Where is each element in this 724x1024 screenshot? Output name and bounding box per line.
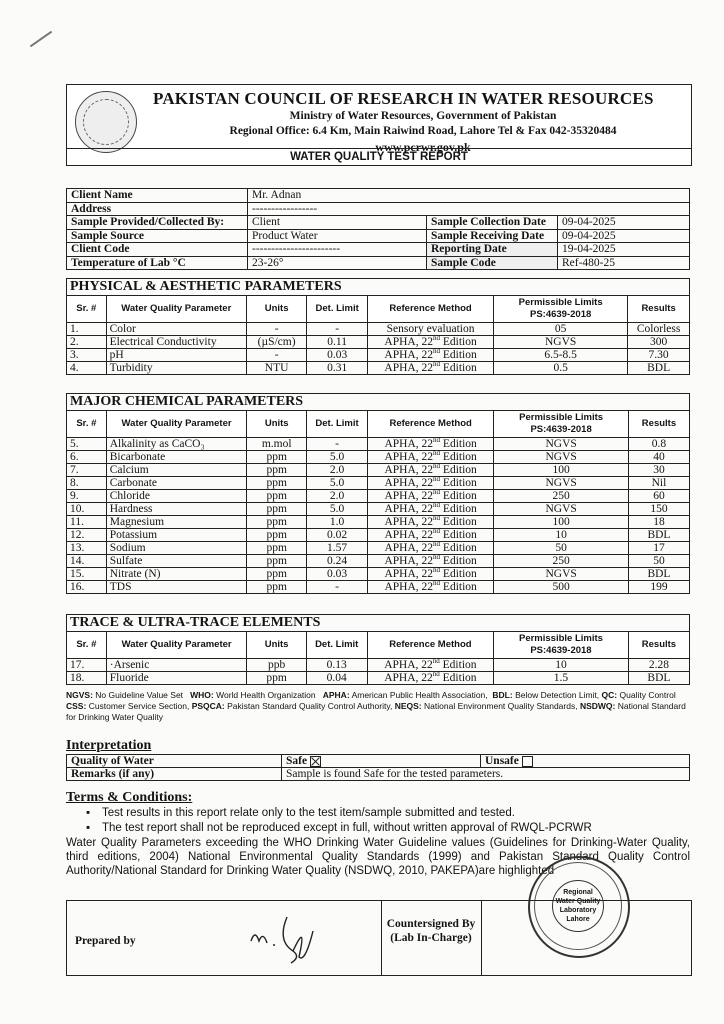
client-row bbox=[67, 229, 690, 243]
cell-perm: 0.5 bbox=[494, 362, 628, 375]
unsafe-cell bbox=[481, 755, 690, 768]
quality-row bbox=[67, 755, 690, 768]
cell-det: 1.0 bbox=[307, 516, 368, 529]
client-code-value: ----------------------- bbox=[248, 243, 427, 257]
cell-perm: 100 bbox=[494, 516, 629, 529]
cell-param: pH bbox=[106, 349, 246, 362]
collection-date-value: 09-04-2025 bbox=[558, 216, 690, 230]
cell-param: Magnesium bbox=[106, 516, 247, 529]
countersigned-role: (Lab In-Charge) bbox=[390, 932, 472, 944]
col-ref-method: Reference Method bbox=[368, 411, 494, 438]
note-value: Pakistan Standard Quality Control Authority, bbox=[227, 701, 393, 711]
cell-param: Alkalinity as CaCO₃ bbox=[106, 438, 247, 451]
cell-param: Color bbox=[106, 323, 246, 336]
pcrwr-logo-icon bbox=[75, 91, 137, 153]
stamp-text: Water Quality bbox=[555, 898, 601, 905]
col-ref-method: Reference Method bbox=[368, 296, 494, 323]
cell-sr: 11. bbox=[67, 516, 107, 529]
cell-det: 5.0 bbox=[307, 503, 368, 516]
cell-perm: NGVS bbox=[494, 503, 629, 516]
col-permissible bbox=[494, 296, 628, 323]
column-header-row bbox=[67, 296, 690, 323]
cell-det: 1.57 bbox=[307, 542, 368, 555]
cell-perm: NGVS bbox=[494, 336, 628, 349]
col-perm-std: PS:4639-2018 bbox=[530, 424, 592, 435]
col-det-limit: Det. Limit bbox=[306, 632, 367, 659]
cell-param: Nitrate (N) bbox=[106, 568, 247, 581]
cell-sr: 15. bbox=[67, 568, 107, 581]
cell-param: Fluoride bbox=[106, 672, 247, 685]
cell-sr: 3. bbox=[67, 349, 107, 362]
signature-divider bbox=[381, 901, 382, 975]
cell-det: 5.0 bbox=[307, 477, 368, 490]
cell-ref: APHA, 22nd Edition bbox=[368, 362, 494, 375]
cell-result: 18 bbox=[628, 516, 689, 529]
table-row bbox=[67, 581, 690, 594]
cell-perm: 100 bbox=[494, 464, 629, 477]
col-param: Water Quality Parameter bbox=[106, 411, 247, 438]
note-key: NSDWQ: bbox=[579, 701, 616, 711]
table-row bbox=[67, 516, 690, 529]
reporting-date-value: 19-04-2025 bbox=[558, 243, 690, 257]
col-perm-std: PS:4639-2018 bbox=[530, 309, 592, 320]
cell-det: 0.11 bbox=[307, 336, 368, 349]
provided-by-label: Sample Provided/Collected By: bbox=[67, 216, 248, 230]
col-param: Water Quality Parameter bbox=[106, 296, 246, 323]
cell-param: Chloride bbox=[106, 490, 247, 503]
client-name-label: Client Name bbox=[67, 189, 248, 203]
receiving-date-value: 09-04-2025 bbox=[558, 229, 690, 243]
cell-units: ppm bbox=[247, 477, 307, 490]
cell-param: TDS bbox=[106, 581, 247, 594]
cell-ref: APHA, 22nd Edition bbox=[368, 349, 494, 362]
cell-units: (µS/cm) bbox=[246, 336, 306, 349]
cell-result: 17 bbox=[628, 542, 689, 555]
cell-result: Nil bbox=[628, 477, 689, 490]
cell-perm: 05 bbox=[494, 323, 628, 336]
cell-ref: APHA, 22nd Edition bbox=[368, 336, 494, 349]
unsafe-checkbox-icon[interactable] bbox=[522, 756, 533, 767]
cell-ref: APHA, 22nd Edition bbox=[368, 568, 494, 581]
col-sr: Sr. # bbox=[67, 632, 107, 659]
cell-det: 0.03 bbox=[307, 349, 368, 362]
note-value: World Health Organization bbox=[216, 690, 316, 700]
temperature-label: Temperature of Lab °C bbox=[67, 256, 248, 270]
cell-param: Turbidity bbox=[106, 362, 246, 375]
sample-code-label: Sample Code bbox=[427, 256, 558, 270]
cell-perm: NGVS bbox=[494, 451, 629, 464]
cell-ref: APHA, 22nd Edition bbox=[368, 451, 494, 464]
cell-det: 0.13 bbox=[306, 659, 367, 672]
cell-det: 0.04 bbox=[306, 672, 367, 685]
cell-units: ppb bbox=[247, 659, 306, 672]
term-text: Test results in this report relate only to the test item/sample submitted and tested. bbox=[102, 807, 515, 819]
table-row bbox=[67, 490, 690, 503]
col-det-limit: Det. Limit bbox=[307, 411, 368, 438]
report-title: WATER QUALITY TEST REPORT bbox=[67, 148, 691, 165]
cell-ref: APHA, 22nd Edition bbox=[368, 516, 494, 529]
table-row bbox=[67, 529, 690, 542]
client-row bbox=[67, 189, 690, 203]
cell-ref: APHA, 22nd Edition bbox=[368, 555, 494, 568]
note-key: NEQS: bbox=[394, 701, 422, 711]
cell-sr: 9. bbox=[67, 490, 107, 503]
sample-source-value: Product Water bbox=[248, 229, 427, 243]
note-key: PSQCA: bbox=[191, 701, 225, 711]
cell-result: Colorless bbox=[628, 323, 690, 336]
cell-result: BDL bbox=[628, 529, 689, 542]
cell-det: 0.02 bbox=[307, 529, 368, 542]
note-value: No Guideline Value Set bbox=[95, 690, 184, 700]
table-row bbox=[67, 555, 690, 568]
remarks-label: Remarks (if any) bbox=[67, 768, 282, 781]
cell-ref: APHA, 22nd Edition bbox=[368, 464, 494, 477]
note-value: Quality Control bbox=[619, 690, 676, 700]
chemical-section-title: MAJOR CHEMICAL PARAMETERS bbox=[67, 394, 690, 411]
cell-result: 2.28 bbox=[628, 659, 689, 672]
cell-param: Bicarbonate bbox=[106, 451, 247, 464]
col-perm-label: Permissible Limits bbox=[519, 412, 604, 423]
org-title: PAKISTAN COUNCIL OF RESEARCH IN WATER RESOURCES bbox=[153, 89, 654, 108]
cell-ref: APHA, 22nd Edition bbox=[368, 503, 494, 516]
cell-det: 2.0 bbox=[307, 464, 368, 477]
col-sr: Sr. # bbox=[67, 296, 107, 323]
cell-result: 150 bbox=[628, 503, 689, 516]
note-value: Customer Service Section, bbox=[88, 701, 190, 711]
col-results: Results bbox=[628, 296, 690, 323]
col-perm-label: Permissible Limits bbox=[518, 633, 603, 644]
countersigned-block bbox=[383, 917, 479, 945]
cell-sr: 7. bbox=[67, 464, 107, 477]
cell-perm: 50 bbox=[494, 542, 629, 555]
note-value: National Environment Quality Standards, bbox=[424, 701, 578, 711]
trace-section-title: TRACE & ULTRA-TRACE ELEMENTS bbox=[67, 615, 690, 632]
cell-units: ppm bbox=[247, 516, 307, 529]
col-det-limit: Det. Limit bbox=[307, 296, 368, 323]
cell-param: Potassium bbox=[106, 529, 247, 542]
col-perm-std: PS:4639-2018 bbox=[530, 645, 592, 656]
client-row bbox=[67, 202, 690, 216]
remarks-row bbox=[67, 768, 690, 781]
cell-units: ppm bbox=[247, 503, 307, 516]
receiving-date-label: Sample Receiving Date bbox=[427, 229, 558, 243]
cell-perm: 250 bbox=[494, 490, 629, 503]
abbreviation-notes bbox=[66, 690, 690, 723]
sample-source-label: Sample Source bbox=[67, 229, 248, 243]
note-key: CSS: bbox=[66, 701, 87, 711]
cell-units: NTU bbox=[246, 362, 306, 375]
term-text: The test report shall not be reproduced except in full, without written approval of RWQL-PCRWR bbox=[102, 822, 592, 834]
col-units: Units bbox=[246, 296, 306, 323]
table-row bbox=[67, 568, 690, 581]
cell-result: 199 bbox=[628, 581, 689, 594]
cell-sr: 8. bbox=[67, 477, 107, 490]
terms-title: Terms & Conditions: bbox=[66, 790, 193, 805]
provided-by-value: Client bbox=[248, 216, 427, 230]
report-header bbox=[66, 84, 692, 166]
signature-box bbox=[66, 900, 692, 976]
trace-elements-table bbox=[66, 614, 690, 685]
cell-ref: APHA, 22nd Edition bbox=[368, 581, 494, 594]
countersigned-label: Countersigned By bbox=[386, 918, 476, 930]
bullet-icon: ▪ bbox=[86, 822, 91, 834]
cell-perm: NGVS bbox=[494, 438, 629, 451]
cell-param: Sodium bbox=[106, 542, 247, 555]
cell-ref: APHA, 22nd Edition bbox=[368, 477, 494, 490]
temperature-value: 23-26° bbox=[248, 256, 427, 270]
table-row bbox=[67, 451, 690, 464]
cell-det: - bbox=[307, 438, 368, 451]
address-label: Address bbox=[67, 202, 248, 216]
cell-perm: 250 bbox=[494, 555, 629, 568]
cell-result: 30 bbox=[628, 464, 689, 477]
section-title-row bbox=[67, 394, 690, 411]
cell-param: Carbonate bbox=[106, 477, 247, 490]
website-link[interactable]: www.pcrwr.gov.pk bbox=[375, 140, 471, 154]
table-row bbox=[67, 464, 690, 477]
column-header-row bbox=[67, 632, 690, 659]
table-row bbox=[67, 659, 690, 672]
cell-units: ppm bbox=[247, 581, 307, 594]
remarks-value: Sample is found Safe for the tested parameters. bbox=[282, 768, 690, 781]
cell-sr: 13. bbox=[67, 542, 107, 555]
column-header-row bbox=[67, 411, 690, 438]
cell-units: - bbox=[246, 349, 306, 362]
col-units: Units bbox=[247, 411, 307, 438]
table-row bbox=[67, 336, 690, 349]
stamp-text: Laboratory bbox=[559, 907, 597, 914]
cell-param: Electrical Conductivity bbox=[106, 336, 246, 349]
col-ref-method: Reference Method bbox=[367, 632, 493, 659]
cell-ref: APHA, 22nd Edition bbox=[368, 438, 494, 451]
safe-checkbox-checked-icon[interactable] bbox=[310, 756, 321, 767]
note-key: APHA: bbox=[322, 690, 350, 700]
col-permissible bbox=[494, 411, 629, 438]
signature-divider bbox=[481, 901, 482, 975]
client-code-label: Client Code bbox=[67, 243, 248, 257]
cell-det: 2.0 bbox=[307, 490, 368, 503]
cell-ref: APHA, 22nd Edition bbox=[368, 542, 494, 555]
cell-perm: 10 bbox=[494, 529, 629, 542]
cell-perm: 10 bbox=[494, 659, 629, 672]
section-title-row bbox=[67, 279, 690, 296]
cell-result: 7.30 bbox=[628, 349, 690, 362]
cell-units: ppm bbox=[247, 672, 306, 685]
cell-units: - bbox=[246, 323, 306, 336]
cell-units: m.mol bbox=[247, 438, 307, 451]
table-row bbox=[67, 323, 690, 336]
cell-result: 0.8 bbox=[628, 438, 689, 451]
cell-ref: APHA, 22nd Edition bbox=[367, 659, 493, 672]
cell-sr: 18. bbox=[67, 672, 107, 685]
interpretation-title: Interpretation bbox=[66, 738, 152, 753]
cell-units: ppm bbox=[247, 451, 307, 464]
cell-param: Hardness bbox=[106, 503, 247, 516]
quality-label: Quality of Water bbox=[67, 755, 282, 768]
client-name-value: Mr. Adnan bbox=[248, 189, 690, 203]
prepared-by-label: Prepared by bbox=[75, 935, 136, 947]
unsafe-label: Unsafe bbox=[485, 755, 519, 767]
table-row bbox=[67, 503, 690, 516]
col-perm-label: Permissible Limits bbox=[518, 297, 603, 308]
col-units: Units bbox=[247, 632, 306, 659]
cell-sr: 4. bbox=[67, 362, 107, 375]
cell-perm: NGVS bbox=[494, 477, 629, 490]
note-key: NGVS: bbox=[66, 690, 93, 700]
table-row bbox=[67, 349, 690, 362]
chemical-params-table bbox=[66, 393, 690, 594]
physical-params-table bbox=[66, 278, 690, 375]
signature-icon bbox=[247, 911, 337, 967]
stamp-text: Regional bbox=[563, 889, 593, 896]
cell-ref: APHA, 22nd Edition bbox=[368, 490, 494, 503]
col-results: Results bbox=[628, 411, 689, 438]
note-key: WHO: bbox=[190, 690, 214, 700]
cell-result: 60 bbox=[628, 490, 689, 503]
note-key: QC: bbox=[601, 690, 618, 700]
cell-ref: APHA, 22nd Edition bbox=[367, 672, 493, 685]
cell-perm: 500 bbox=[494, 581, 629, 594]
ministry-line: Ministry of Water Resources, Government of Pakistan bbox=[289, 110, 557, 122]
collection-date-label: Sample Collection Date bbox=[427, 216, 558, 230]
table-row bbox=[67, 672, 690, 685]
safe-cell bbox=[282, 755, 481, 768]
col-param: Water Quality Parameter bbox=[106, 632, 247, 659]
cell-det: 0.24 bbox=[307, 555, 368, 568]
note-key: BDL: bbox=[492, 690, 513, 700]
term-item bbox=[86, 821, 690, 835]
cell-sr: 5. bbox=[67, 438, 107, 451]
cell-units: ppm bbox=[247, 529, 307, 542]
col-permissible bbox=[494, 632, 629, 659]
section-title-row bbox=[67, 615, 690, 632]
cell-result: BDL bbox=[628, 672, 689, 685]
cell-sr: 14. bbox=[67, 555, 107, 568]
sample-code-value: Ref-480-25 bbox=[558, 256, 690, 270]
cell-ref: APHA, 22nd Edition bbox=[368, 529, 494, 542]
note-value: Below Detection Limit, bbox=[515, 690, 600, 700]
cell-result: 300 bbox=[628, 336, 690, 349]
pen-mark bbox=[30, 31, 52, 48]
cell-det: 0.03 bbox=[307, 568, 368, 581]
term-item bbox=[86, 806, 690, 820]
cell-perm: 1.5 bbox=[494, 672, 629, 685]
table-row bbox=[67, 542, 690, 555]
cell-ref: Sensory evaluation bbox=[368, 323, 494, 336]
reporting-date-label: Reporting Date bbox=[427, 243, 558, 257]
cell-param: Sulfate bbox=[106, 555, 247, 568]
client-row bbox=[67, 243, 690, 257]
office-line: Regional Office: 6.4 Km, Main Raiwind Road, Lahore Tel & Fax 042-35320484 bbox=[229, 125, 617, 137]
address-value: ----------------- bbox=[248, 202, 690, 216]
bullet-icon: ▪ bbox=[86, 807, 91, 819]
cell-sr: 12. bbox=[67, 529, 107, 542]
client-row bbox=[67, 216, 690, 230]
cell-result: 50 bbox=[628, 555, 689, 568]
cell-units: ppm bbox=[247, 464, 307, 477]
logo-seal bbox=[83, 99, 129, 145]
cell-sr: 6. bbox=[67, 451, 107, 464]
cell-sr: 16. bbox=[67, 581, 107, 594]
cell-det: - bbox=[307, 581, 368, 594]
table-row bbox=[67, 438, 690, 451]
cell-sr: 2. bbox=[67, 336, 107, 349]
cell-perm: NGVS bbox=[494, 568, 629, 581]
cell-param: ·Arsenic bbox=[106, 659, 247, 672]
cell-units: ppm bbox=[247, 555, 307, 568]
col-sr: Sr. # bbox=[67, 411, 107, 438]
cell-result: BDL bbox=[628, 568, 689, 581]
term-text: Water Quality Parameters exceeding the WHO Drinking Water Guideline values (Guidelines for Drinking-Water Quality, third editions, 2004) National Environmental Quality Standards (1999) and Pakistan Standard Quality Control Authority/National Standard for Drinking Water Quality (NSDWQ, 2010, PAKEPA)are highlighted bbox=[66, 837, 690, 877]
col-results: Results bbox=[628, 632, 689, 659]
cell-result: 40 bbox=[628, 451, 689, 464]
cell-units: ppm bbox=[247, 568, 307, 581]
cell-units: ppm bbox=[247, 542, 307, 555]
cell-sr: 1. bbox=[67, 323, 107, 336]
cell-det: 5.0 bbox=[307, 451, 368, 464]
cell-sr: 10. bbox=[67, 503, 107, 516]
cell-param: Calcium bbox=[106, 464, 247, 477]
note-value: National Standard for Drinking Water Quality bbox=[66, 701, 686, 722]
table-row bbox=[67, 362, 690, 375]
cell-det: - bbox=[307, 323, 368, 336]
note-value: American Public Health Association, bbox=[351, 690, 488, 700]
cell-sr: 17. bbox=[67, 659, 107, 672]
client-info-table bbox=[66, 188, 690, 270]
cell-result: BDL bbox=[628, 362, 690, 375]
stamp-text: Lahore bbox=[566, 916, 590, 923]
safe-label: Safe bbox=[286, 755, 308, 767]
cell-units: ppm bbox=[247, 490, 307, 503]
table-row bbox=[67, 477, 690, 490]
cell-perm: 6.5-8.5 bbox=[494, 349, 628, 362]
cell-det: 0.31 bbox=[307, 362, 368, 375]
physical-section-title: PHYSICAL & AESTHETIC PARAMETERS bbox=[67, 279, 690, 296]
interpretation-table bbox=[66, 754, 690, 781]
client-row bbox=[67, 256, 690, 270]
